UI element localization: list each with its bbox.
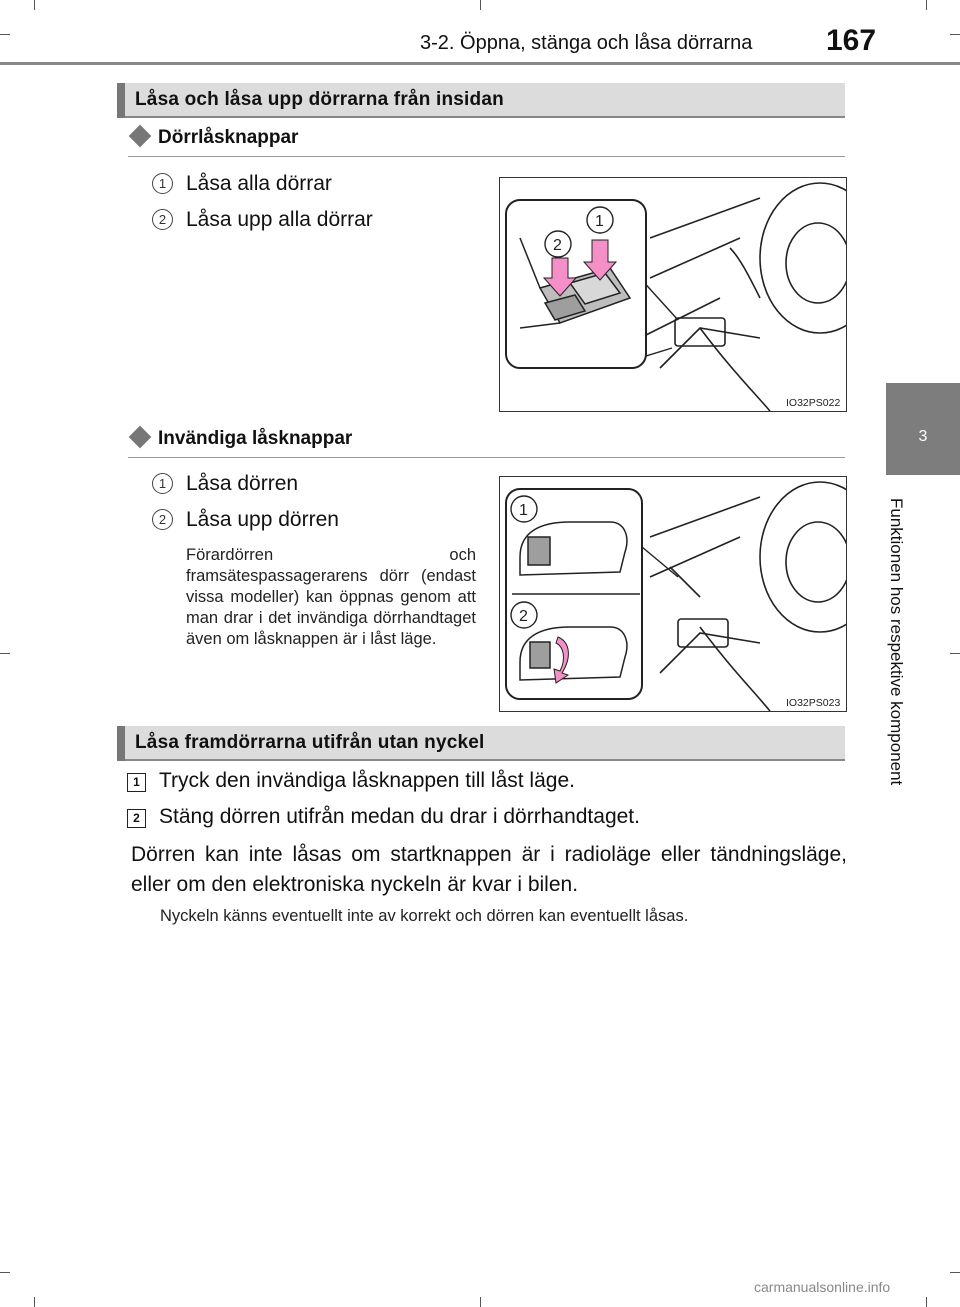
subheading-rule (128, 457, 845, 458)
subheading (128, 428, 352, 450)
door-lock-switch-illustration (500, 178, 846, 411)
crop-mark (0, 653, 10, 654)
steering-wheel-outline (760, 183, 846, 333)
dash-lines (650, 497, 760, 577)
crop-mark (0, 34, 10, 35)
section-heading-band (117, 83, 845, 118)
door-edge (700, 328, 770, 411)
crop-mark (34, 0, 35, 10)
item-text: Låsa dörren (186, 472, 299, 495)
subheading-text: Dörrlåsknappar (158, 127, 299, 148)
inside-lock-illustration (500, 477, 846, 711)
switch-panel (675, 318, 725, 346)
step-text: Tryck den invändiga låsknappen till låst läge. (159, 769, 575, 792)
crop-mark (950, 34, 960, 35)
steering-wheel-hub (786, 522, 846, 602)
header-divider (0, 62, 960, 65)
diamond-bullet-icon (129, 426, 152, 449)
steering-wheel-hub (786, 223, 846, 303)
dash-lines (640, 198, 760, 338)
note-text: Nyckeln känns eventuellt inte av korrekt och dörren kan eventuellt låsas. (160, 907, 689, 925)
section-heading-marker (117, 726, 125, 761)
step-number: 1 (127, 773, 146, 792)
item-number: 1 (152, 173, 173, 194)
item-text: Låsa alla dörrar (186, 172, 332, 195)
step-text: Stäng dörren utifrån medan du drar i dörrhandtaget. (159, 805, 640, 828)
figure-inside-lock-buttons (499, 476, 847, 712)
item-number: 2 (152, 209, 173, 230)
item-text: Låsa upp dörren (186, 508, 339, 531)
figure-code: IO32PS023 (786, 697, 841, 709)
chapter-title: Funktionen hos respektive komponent (887, 498, 906, 786)
crop-mark (0, 1272, 10, 1273)
section-heading-marker (117, 83, 125, 118)
lock-knob-locked (528, 537, 550, 565)
crop-mark (480, 0, 481, 10)
item-number: 2 (152, 509, 173, 530)
subheading-text: Invändiga låsknappar (158, 428, 353, 449)
page-number: 167 (826, 24, 877, 57)
crop-mark (480, 1297, 481, 1307)
callout-label: 2 (519, 608, 528, 625)
crop-mark (950, 1272, 960, 1273)
crop-mark (34, 1297, 35, 1307)
item-text: Låsa upp alla dörrar (186, 208, 373, 231)
figure-door-lock-switches (499, 177, 847, 412)
section-heading: Låsa och låsa upp dörrarna från insidan (135, 89, 504, 110)
step-number: 2 (127, 809, 146, 828)
subheading-rule (128, 156, 845, 157)
watermark: carmanualsonline.info (754, 1279, 891, 1295)
section-heading: Låsa framdörrarna utifrån utan nyckel (135, 732, 485, 753)
subheading (128, 127, 298, 149)
callout-label: 2 (553, 237, 562, 254)
callout-label: 1 (595, 213, 604, 230)
section-heading-band (117, 726, 845, 761)
item-number: 1 (152, 473, 173, 494)
crop-mark (926, 1297, 927, 1307)
diamond-bullet-icon (129, 125, 152, 148)
door-handle-outline (670, 567, 700, 597)
callout-label: 1 (519, 502, 528, 519)
vent (730, 248, 760, 298)
body-paragraph: Dörren kan inte låsas om startknappen är i radioläge eller tändningsläge, eller om den elektroniska nyckeln är kvar i bilen. (131, 843, 847, 896)
header-title: 3-2. Öppna, stänga och låsa dörrarna (420, 32, 753, 54)
crop-mark (926, 0, 927, 10)
steering-wheel-outline (760, 482, 846, 632)
lock-knob-unlocked (530, 642, 550, 668)
figure-code: IO32PS022 (786, 397, 841, 409)
crop-mark (950, 653, 960, 654)
chapter-number: 3 (918, 428, 928, 445)
note-paragraph: Förardörren och framsätespassagerarens dörr (endast vissa modeller) kan öppnas genom att man drar i det invändiga dörrhandtaget även om låsknappen är i låst läge. (186, 546, 476, 648)
